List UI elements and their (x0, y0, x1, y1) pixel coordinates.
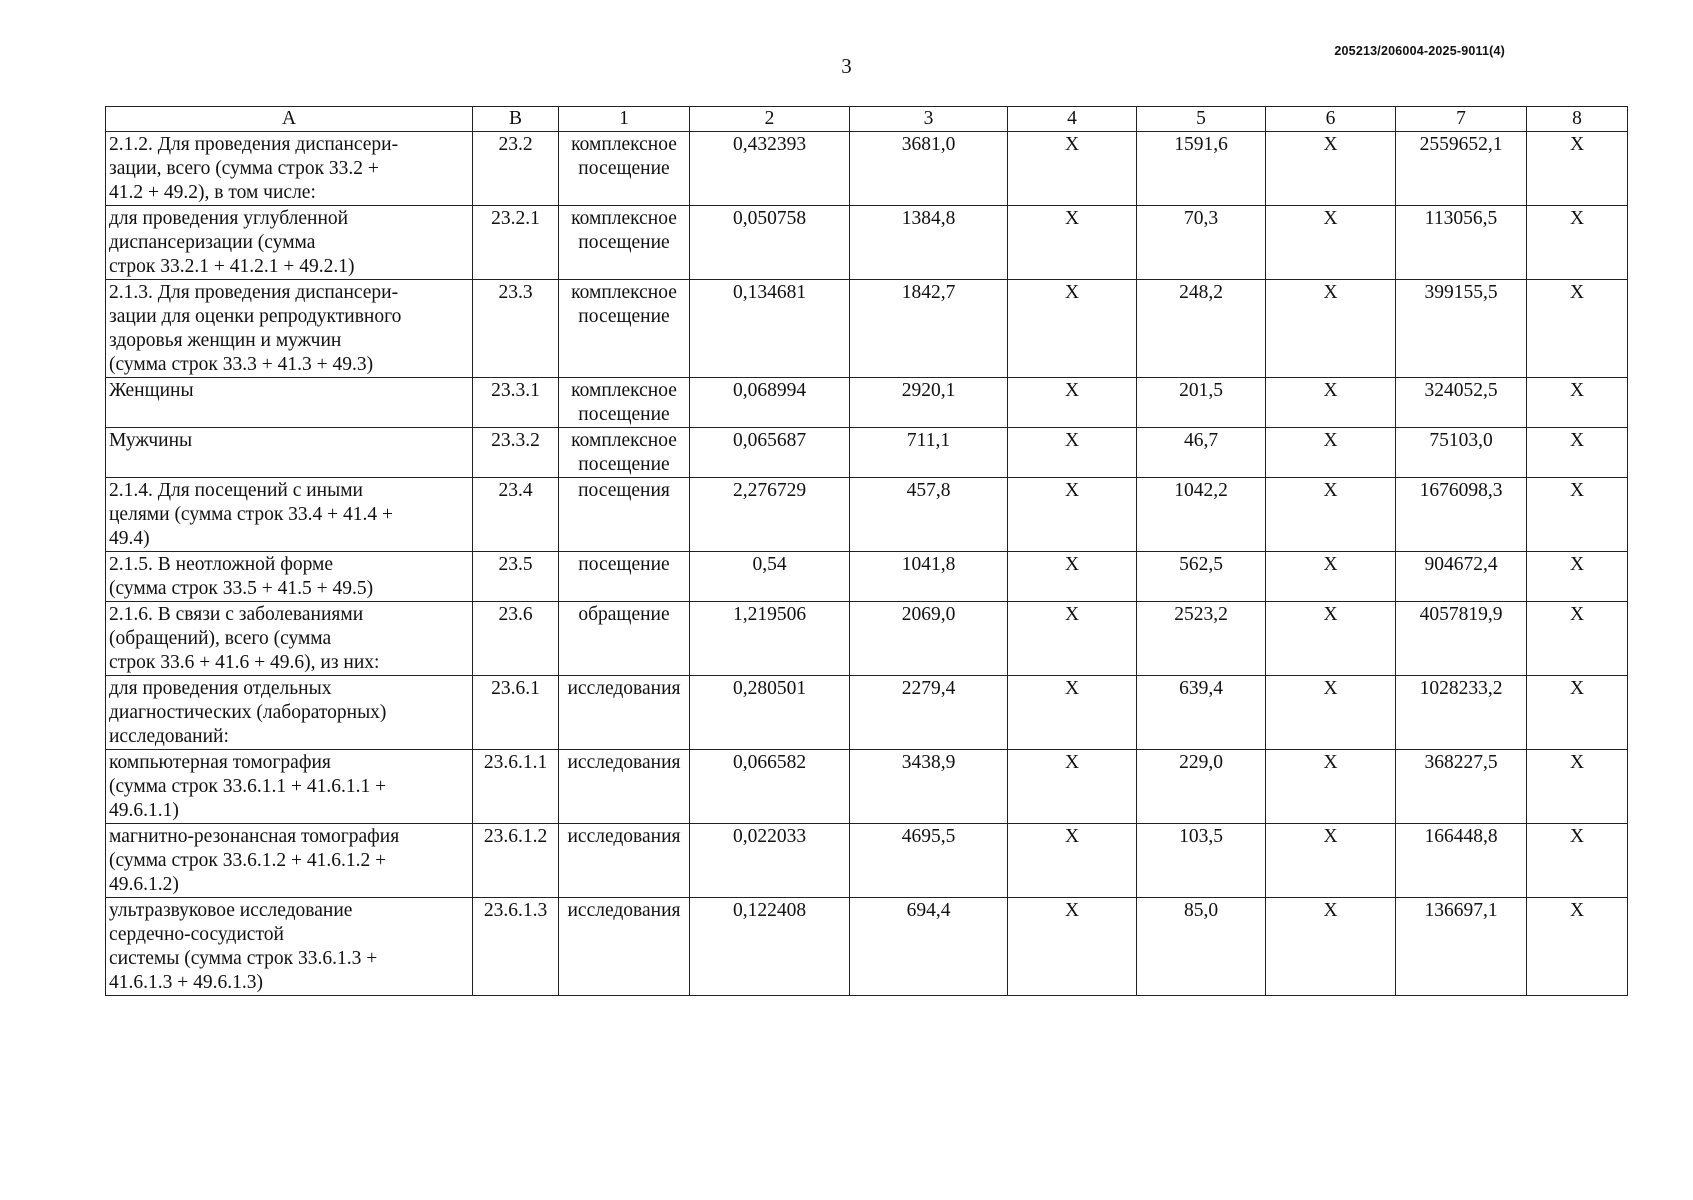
value-cell-6: X (1266, 676, 1396, 750)
row-code-cell: 23.6.1 (473, 676, 559, 750)
value-cell-3: 3681,0 (850, 132, 1008, 206)
value-cell-3: 2279,4 (850, 676, 1008, 750)
table-row (106, 280, 1628, 378)
table-body (106, 132, 1628, 996)
value-cell-6: X (1266, 750, 1396, 824)
value-cell-6: X (1266, 280, 1396, 378)
row-code-cell: 23.4 (473, 478, 559, 552)
row-code-cell: 23.3.1 (473, 378, 559, 428)
row-code-cell: 23.6.1.2 (473, 824, 559, 898)
value-cell-5: 201,5 (1137, 378, 1266, 428)
value-cell-2: 0,022033 (690, 824, 850, 898)
value-cell-8: X (1527, 552, 1628, 602)
value-cell-4: X (1008, 552, 1137, 602)
row-name-cell: для проведения углубленной диспансеризации (сумма строк 33.2.1 + 41.2.1 + 49.2.1) (106, 206, 473, 280)
unit-cell: комплексное посещение (559, 428, 690, 478)
value-cell-3: 1842,7 (850, 280, 1008, 378)
value-cell-7: 904672,4 (1396, 552, 1527, 602)
unit-cell: исследования (559, 898, 690, 996)
unit-cell: посещения (559, 478, 690, 552)
value-cell-6: X (1266, 824, 1396, 898)
value-cell-4: X (1008, 824, 1137, 898)
value-cell-5: 2523,2 (1137, 602, 1266, 676)
unit-cell: комплексное посещение (559, 206, 690, 280)
value-cell-4: X (1008, 280, 1137, 378)
document-id: 205213/206004-2025-9011(4) (1334, 44, 1505, 58)
unit-cell: обращение (559, 602, 690, 676)
value-cell-2: 0,068994 (690, 378, 850, 428)
column-header: 3 (850, 107, 1008, 132)
value-cell-8: X (1527, 206, 1628, 280)
row-name-cell: Женщины (106, 378, 473, 428)
value-cell-2: 0,432393 (690, 132, 850, 206)
row-name-cell: ультразвуковое исследование сердечно-сосудистой системы (сумма строк 33.6.1.3 + 41.6.1.3 + 49.6.1.3) (106, 898, 473, 996)
value-cell-3: 1384,8 (850, 206, 1008, 280)
unit-cell: посещение (559, 552, 690, 602)
value-cell-8: X (1527, 750, 1628, 824)
value-cell-5: 229,0 (1137, 750, 1266, 824)
value-cell-8: X (1527, 478, 1628, 552)
value-cell-7: 368227,5 (1396, 750, 1527, 824)
row-code-cell: 23.3 (473, 280, 559, 378)
value-cell-8: X (1527, 132, 1628, 206)
value-cell-4: X (1008, 206, 1137, 280)
row-code-cell: 23.6.1.1 (473, 750, 559, 824)
column-header: 1 (559, 107, 690, 132)
unit-cell: комплексное посещение (559, 280, 690, 378)
row-name-cell: магнитно-резонансная томография (сумма строк 33.6.1.2 + 41.6.1.2 + 49.6.1.2) (106, 824, 473, 898)
value-cell-2: 0,280501 (690, 676, 850, 750)
value-cell-3: 2920,1 (850, 378, 1008, 428)
table-row (106, 824, 1628, 898)
table-row (106, 478, 1628, 552)
row-name-cell: 2.1.6. В связи с заболеваниями (обращений), всего (сумма строк 33.6 + 41.6 + 49.6), из них: (106, 602, 473, 676)
table-row (106, 750, 1628, 824)
value-cell-2: 2,276729 (690, 478, 850, 552)
row-name-cell: Мужчины (106, 428, 473, 478)
value-cell-5: 85,0 (1137, 898, 1266, 996)
value-cell-6: X (1266, 428, 1396, 478)
row-code-cell: 23.6.1.3 (473, 898, 559, 996)
value-cell-4: X (1008, 132, 1137, 206)
column-header: B (473, 107, 559, 132)
row-name-cell: компьютерная томография (сумма строк 33.6.1.1 + 41.6.1.1 + 49.6.1.1) (106, 750, 473, 824)
value-cell-3: 3438,9 (850, 750, 1008, 824)
value-cell-8: X (1527, 602, 1628, 676)
value-cell-7: 399155,5 (1396, 280, 1527, 378)
value-cell-7: 166448,8 (1396, 824, 1527, 898)
value-cell-5: 562,5 (1137, 552, 1266, 602)
column-header: 2 (690, 107, 850, 132)
column-header: 6 (1266, 107, 1396, 132)
value-cell-7: 324052,5 (1396, 378, 1527, 428)
row-code-cell: 23.5 (473, 552, 559, 602)
row-name-cell: 2.1.4. Для посещений с иными целями (сумма строк 33.4 + 41.4 + 49.4) (106, 478, 473, 552)
unit-cell: исследования (559, 750, 690, 824)
table-row (106, 676, 1628, 750)
table-row (106, 428, 1628, 478)
value-cell-3: 4695,5 (850, 824, 1008, 898)
table-row (106, 602, 1628, 676)
value-cell-6: X (1266, 378, 1396, 428)
header-row (106, 107, 1628, 132)
value-cell-8: X (1527, 428, 1628, 478)
value-cell-6: X (1266, 478, 1396, 552)
column-header: 4 (1008, 107, 1137, 132)
row-name-cell: для проведения отдельных диагностических (лабораторных) исследований: (106, 676, 473, 750)
column-header: 7 (1396, 107, 1527, 132)
value-cell-4: X (1008, 898, 1137, 996)
value-cell-5: 46,7 (1137, 428, 1266, 478)
value-cell-6: X (1266, 206, 1396, 280)
table-row (106, 378, 1628, 428)
value-cell-7: 4057819,9 (1396, 602, 1527, 676)
unit-cell: комплексное посещение (559, 378, 690, 428)
value-cell-2: 0,122408 (690, 898, 850, 996)
value-cell-3: 2069,0 (850, 602, 1008, 676)
unit-cell: исследования (559, 824, 690, 898)
value-cell-7: 1028233,2 (1396, 676, 1527, 750)
value-cell-8: X (1527, 898, 1628, 996)
value-cell-5: 1591,6 (1137, 132, 1266, 206)
value-cell-5: 103,5 (1137, 824, 1266, 898)
row-code-cell: 23.3.2 (473, 428, 559, 478)
column-header: A (106, 107, 473, 132)
value-cell-3: 694,4 (850, 898, 1008, 996)
value-cell-2: 1,219506 (690, 602, 850, 676)
value-cell-4: X (1008, 428, 1137, 478)
value-cell-6: X (1266, 602, 1396, 676)
row-code-cell: 23.2 (473, 132, 559, 206)
table-row (106, 898, 1628, 996)
value-cell-7: 75103,0 (1396, 428, 1527, 478)
unit-cell: комплексное посещение (559, 132, 690, 206)
value-cell-7: 113056,5 (1396, 206, 1527, 280)
table-row (106, 552, 1628, 602)
value-cell-5: 1042,2 (1137, 478, 1266, 552)
value-cell-4: X (1008, 602, 1137, 676)
value-cell-5: 248,2 (1137, 280, 1266, 378)
value-cell-7: 136697,1 (1396, 898, 1527, 996)
value-cell-2: 0,134681 (690, 280, 850, 378)
table-row (106, 206, 1628, 280)
value-cell-2: 0,065687 (690, 428, 850, 478)
table-row (106, 132, 1628, 206)
row-code-cell: 23.2.1 (473, 206, 559, 280)
row-name-cell: 2.1.5. В неотложной форме (сумма строк 33.5 + 41.5 + 49.5) (106, 552, 473, 602)
value-cell-5: 639,4 (1137, 676, 1266, 750)
column-header: 8 (1527, 107, 1628, 132)
value-cell-3: 711,1 (850, 428, 1008, 478)
data-table (105, 106, 1628, 996)
value-cell-4: X (1008, 478, 1137, 552)
value-cell-2: 0,54 (690, 552, 850, 602)
value-cell-8: X (1527, 378, 1628, 428)
value-cell-3: 1041,8 (850, 552, 1008, 602)
value-cell-2: 0,066582 (690, 750, 850, 824)
value-cell-2: 0,050758 (690, 206, 850, 280)
unit-cell: исследования (559, 676, 690, 750)
row-name-cell: 2.1.3. Для проведения диспансери- зации для оценки репродуктивного здоровья женщин и мужчин (сумма строк 33.3 + 41.3 + 49.3) (106, 280, 473, 378)
value-cell-4: X (1008, 676, 1137, 750)
value-cell-8: X (1527, 676, 1628, 750)
value-cell-5: 70,3 (1137, 206, 1266, 280)
value-cell-7: 1676098,3 (1396, 478, 1527, 552)
value-cell-3: 457,8 (850, 478, 1008, 552)
value-cell-8: X (1527, 280, 1628, 378)
page-number: 3 (841, 54, 852, 78)
row-code-cell: 23.6 (473, 602, 559, 676)
value-cell-8: X (1527, 824, 1628, 898)
row-name-cell: 2.1.2. Для проведения диспансери- зации, всего (сумма строк 33.2 + 41.2 + 49.2), в том числе: (106, 132, 473, 206)
value-cell-4: X (1008, 750, 1137, 824)
value-cell-6: X (1266, 132, 1396, 206)
value-cell-7: 2559652,1 (1396, 132, 1527, 206)
value-cell-6: X (1266, 898, 1396, 996)
value-cell-6: X (1266, 552, 1396, 602)
column-header: 5 (1137, 107, 1266, 132)
value-cell-4: X (1008, 378, 1137, 428)
